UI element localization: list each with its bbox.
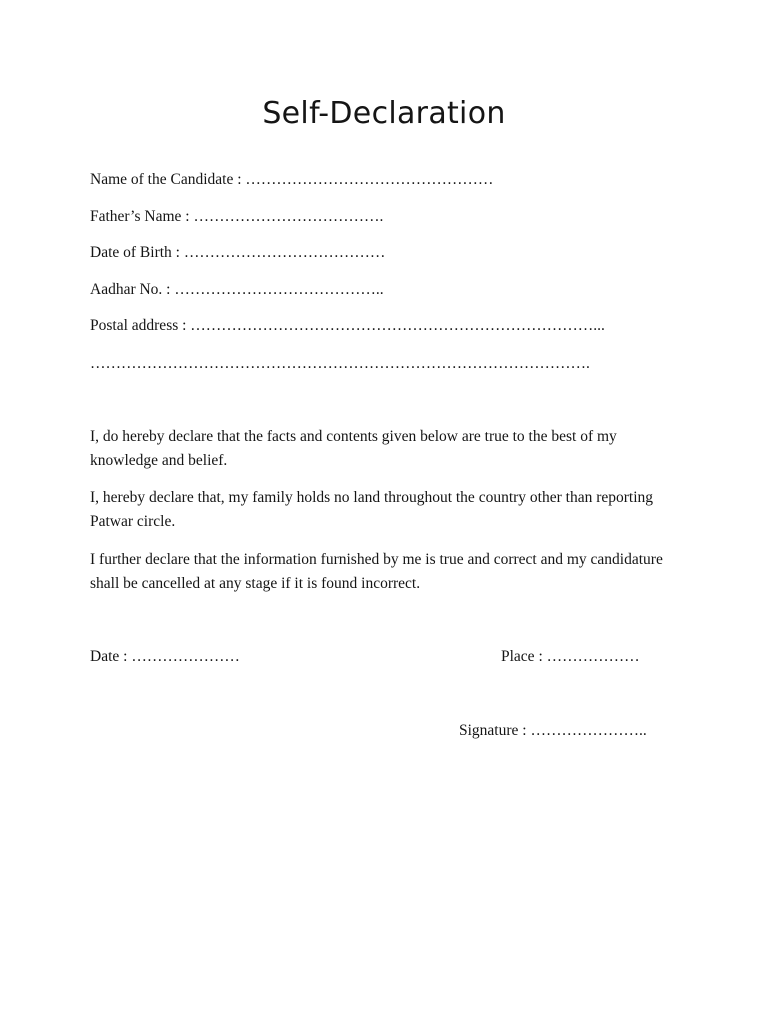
aadhar-no-field: Aadhar No. : ………………………………….. — [90, 281, 384, 298]
place-field: Place : ……………… — [501, 648, 640, 665]
postal-address-field: Postal address : ……………………………………………………………………... — [90, 317, 605, 334]
declaration-paragraph-2: I, hereby declare that, my family holds no land throughout the country other than reporting Patwar circle. — [90, 489, 654, 530]
declaration-paragraph-3: I further declare that the information furnished by me is true and correct and my candidature shall be cancelled at any stage if it is found incorrect. — [90, 551, 663, 592]
candidate-name-field: Name of the Candidate : ………………………………………… — [90, 171, 494, 188]
postal-address-continuation: ……………………………………………………………………………………. — [90, 355, 590, 372]
declaration-paragraph-1: I, do hereby declare that the facts and contents given below are true to the best of my knowledge and belief. — [90, 428, 617, 469]
date-of-birth-field: Date of Birth : ………………………………… — [90, 244, 386, 261]
fathers-name-field: Father’s Name : ………………………………. — [90, 208, 384, 225]
signature-field: Signature : ………………….. — [459, 722, 647, 739]
date-field: Date : ………………… — [90, 648, 240, 665]
page-title: Self-Declaration — [262, 96, 506, 131]
